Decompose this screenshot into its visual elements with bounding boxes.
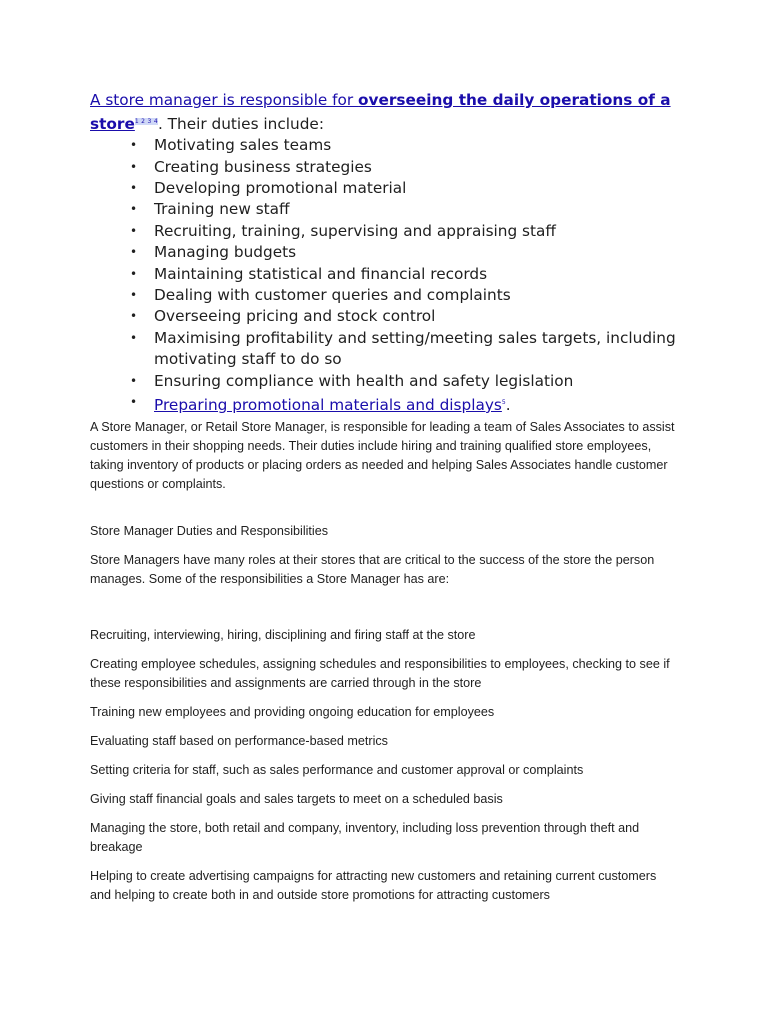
last-duty-suffix: . xyxy=(505,396,511,415)
list-item: Creating employee schedules, assigning schedules and responsibilities to employees, checking to see if these responsibilities and assignments are carried through in the store xyxy=(90,657,670,691)
list-item: • Maintaining statistical and financial records xyxy=(154,264,680,285)
list-item: • Dealing with customer queries and complaints xyxy=(154,285,680,306)
intro-sentence xyxy=(90,90,680,135)
intro-link[interactable]: A store manager is responsible for xyxy=(90,91,359,109)
list-item: • Maximising profitability and setting/meeting sales targets, including motivating staff to do so xyxy=(154,328,680,371)
citation-marker[interactable]: 1 2 3 4 xyxy=(134,118,158,125)
list-item: Evaluating staff based on performance-based metrics xyxy=(90,734,388,749)
promotional-materials-link[interactable]: Preparing promotional materials and displays xyxy=(154,396,502,415)
list-item: • Training new staff xyxy=(154,199,680,220)
list-item: • Ensuring compliance with health and safety legislation xyxy=(154,371,680,392)
list-item: Recruiting, interviewing, hiring, disciplining and firing staff at the store xyxy=(90,628,476,643)
list-item: • Creating business strategies xyxy=(154,157,680,178)
list-item: Setting criteria for staff, such as sales performance and customer approval or complaints xyxy=(90,763,584,778)
section-heading: Store Manager Duties and Responsibilities xyxy=(90,524,329,539)
list-item: • Overseeing pricing and stock control xyxy=(154,306,680,327)
intro-paragraph: A Store Manager, or Retail Store Manager, is responsible for leading a team of Sales Associates to assist customers in their shopping needs. Their duties include hiring and training qualified store employees, taking inventory of products or placing orders as needed and helping Sales Associates handle customer questions or complaints. xyxy=(90,420,675,492)
duties-list xyxy=(90,135,680,416)
list-item-last xyxy=(154,392,680,417)
document-page xyxy=(90,90,680,915)
citation-marker[interactable]: 5 xyxy=(501,398,506,406)
intro-suffix: . Their duties include: xyxy=(157,115,325,134)
section-intro-paragraph: Store Managers have many roles at their stores that are critical to the success of the store the person manages. Some of the responsibilities a Store Manager has are: xyxy=(90,553,655,587)
list-item: • Motivating sales teams xyxy=(154,135,680,156)
list-item: Managing the store, both retail and company, inventory, including loss prevention through theft and breakage xyxy=(90,821,640,855)
list-item: Helping to create advertising campaigns for attracting new customers and retaining current customers and helping to create both in and outside store promotions for attracting customers xyxy=(90,869,657,903)
list-item: • Managing budgets xyxy=(154,242,680,263)
list-item: Giving staff financial goals and sales targets to meet on a scheduled basis xyxy=(90,792,503,807)
list-item: • Recruiting, training, supervising and appraising staff xyxy=(154,221,680,242)
responsibilities-list xyxy=(90,626,680,905)
list-item: • Developing promotional material xyxy=(154,178,680,199)
list-item: Training new employees and providing ongoing education for employees xyxy=(90,705,495,720)
intro-bold-link[interactable]: overseeing the daily operations of a store xyxy=(90,91,671,134)
